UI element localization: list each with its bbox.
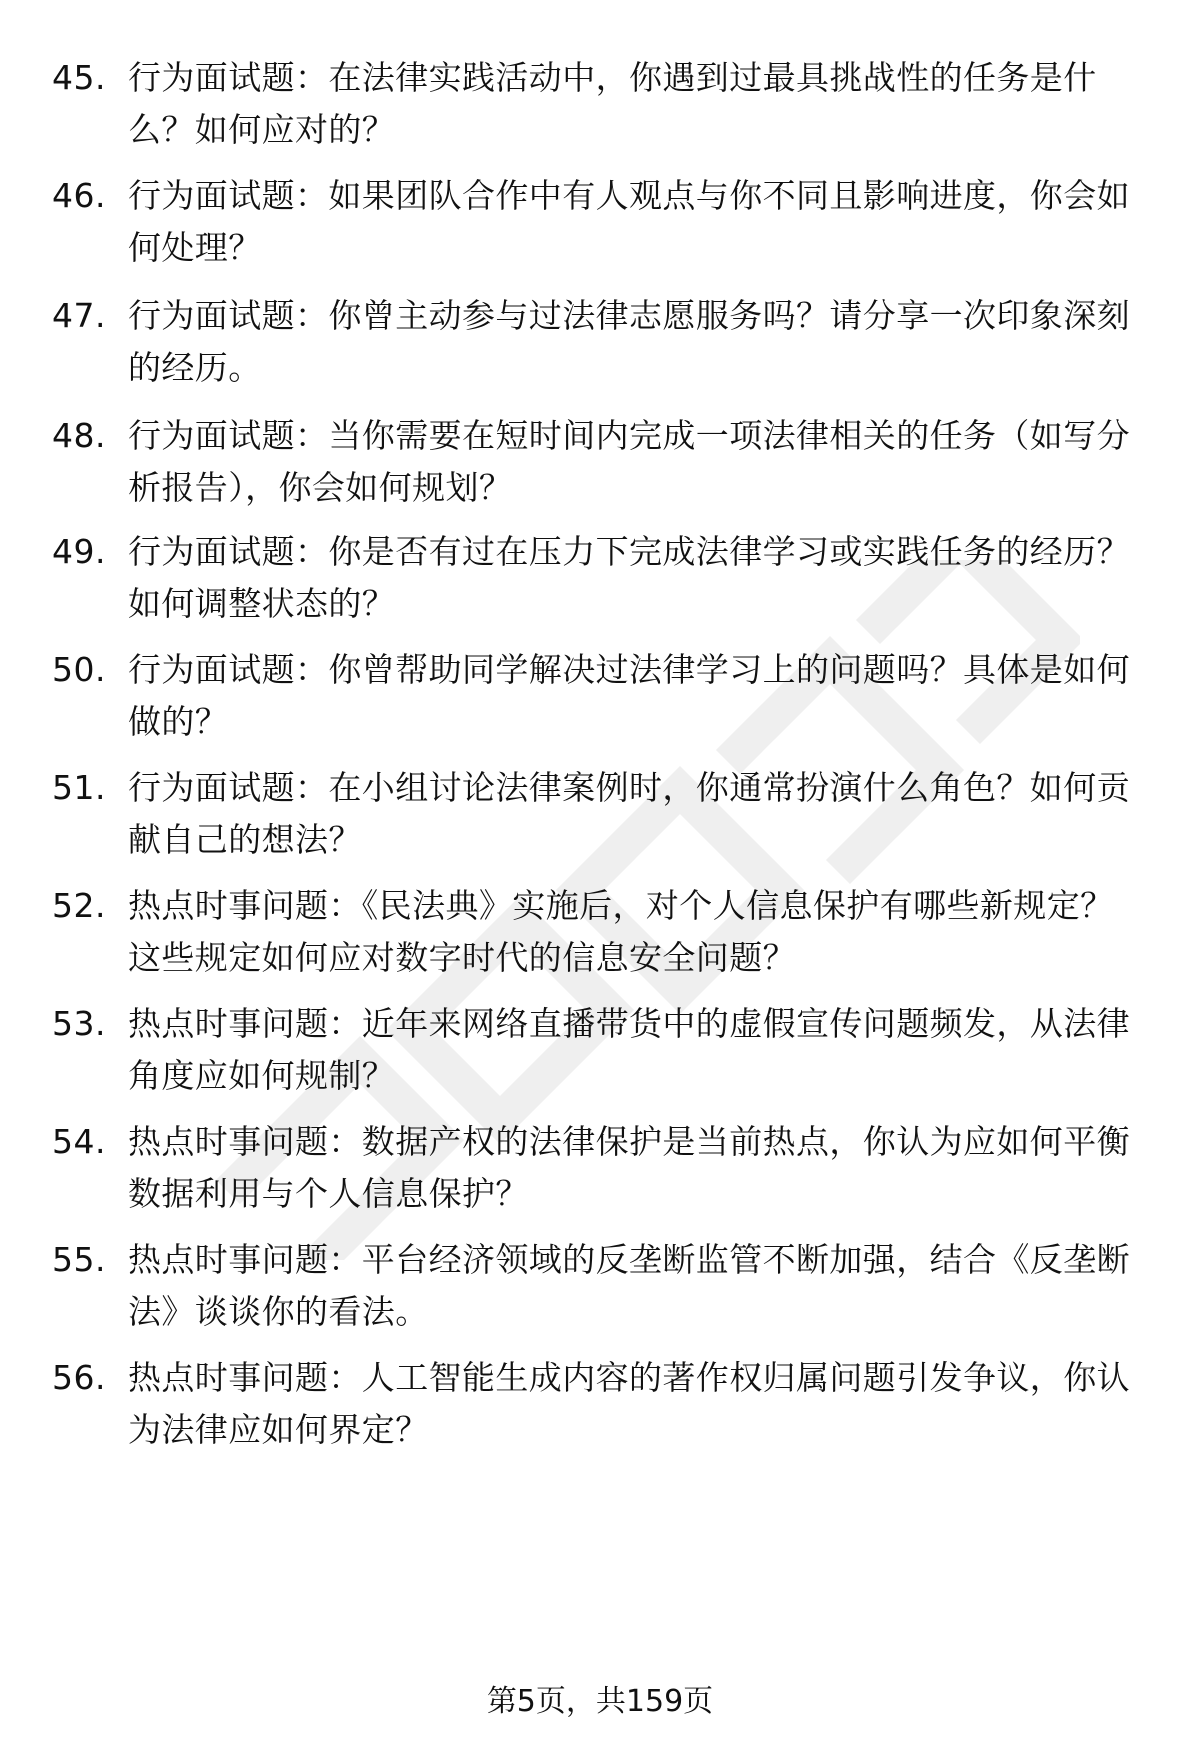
question-text: 热点时事问题：《民法典》实施后，对个人信息保护有哪些新规定？这些规定如何应对数字时代的信息安全问题？ <box>128 886 1114 977</box>
question-number: 52. <box>52 886 106 925</box>
question-number: 56. <box>52 1358 106 1397</box>
question-number: 49. <box>52 532 106 571</box>
question-number: 47. <box>52 296 106 335</box>
question-item <box>0 170 1200 270</box>
question-item <box>0 644 1200 744</box>
question-number: 53. <box>52 1004 106 1043</box>
question-item <box>0 1234 1200 1334</box>
question-text: 行为面试题：在法律实践活动中，你遇到过最具挑战性的任务是什么？如何应对的？ <box>128 58 1097 149</box>
question-number: 48. <box>52 416 106 455</box>
question-number: 51. <box>52 768 106 807</box>
question-number: 54. <box>52 1122 106 1161</box>
question-item <box>0 290 1200 390</box>
question-item <box>0 1352 1200 1452</box>
question-text: 行为面试题：你是否有过在压力下完成法律学习或实践任务的经历？如何调整状态的？ <box>128 532 1130 623</box>
question-text: 行为面试题：如果团队合作中有人观点与你不同且影响进度，你会如何处理？ <box>128 176 1130 267</box>
question-text: 行为面试题：你曾帮助同学解决过法律学习上的问题吗？具体是如何做的？ <box>128 650 1130 741</box>
question-number: 50. <box>52 650 106 689</box>
question-text: 行为面试题：你曾主动参与过法律志愿服务吗？请分享一次印象深刻的经历。 <box>128 296 1130 387</box>
question-number: 55. <box>52 1240 106 1279</box>
question-text: 热点时事问题：近年来网络直播带货中的虚假宣传问题频发，从法律角度应如何规制？ <box>128 1004 1130 1095</box>
question-text: 行为面试题：在小组讨论法律案例时，你通常扮演什么角色？如何贡献自己的想法？ <box>128 768 1130 859</box>
question-text: 热点时事问题：人工智能生成内容的著作权归属问题引发争议，你认为法律应如何界定？ <box>128 1358 1130 1449</box>
question-item <box>0 1116 1200 1216</box>
question-number: 46. <box>52 176 106 215</box>
question-number: 45. <box>52 58 106 97</box>
question-text: 行为面试题：当你需要在短时间内完成一项法律相关的任务（如写分析报告），你会如何规划？ <box>128 416 1130 507</box>
question-item <box>0 998 1200 1098</box>
question-item <box>0 880 1200 980</box>
page-number-footer: 第5页，共159页 <box>486 1684 714 1719</box>
question-text: 热点时事问题：数据产权的法律保护是当前热点，你认为应如何平衡数据利用与个人信息保护？ <box>128 1122 1130 1213</box>
question-item <box>0 762 1200 862</box>
question-item <box>0 410 1200 510</box>
question-item <box>0 526 1200 626</box>
question-item <box>0 52 1200 152</box>
question-text: 热点时事问题：平台经济领域的反垄断监管不断加强，结合《反垄断法》谈谈你的看法。 <box>128 1240 1130 1331</box>
